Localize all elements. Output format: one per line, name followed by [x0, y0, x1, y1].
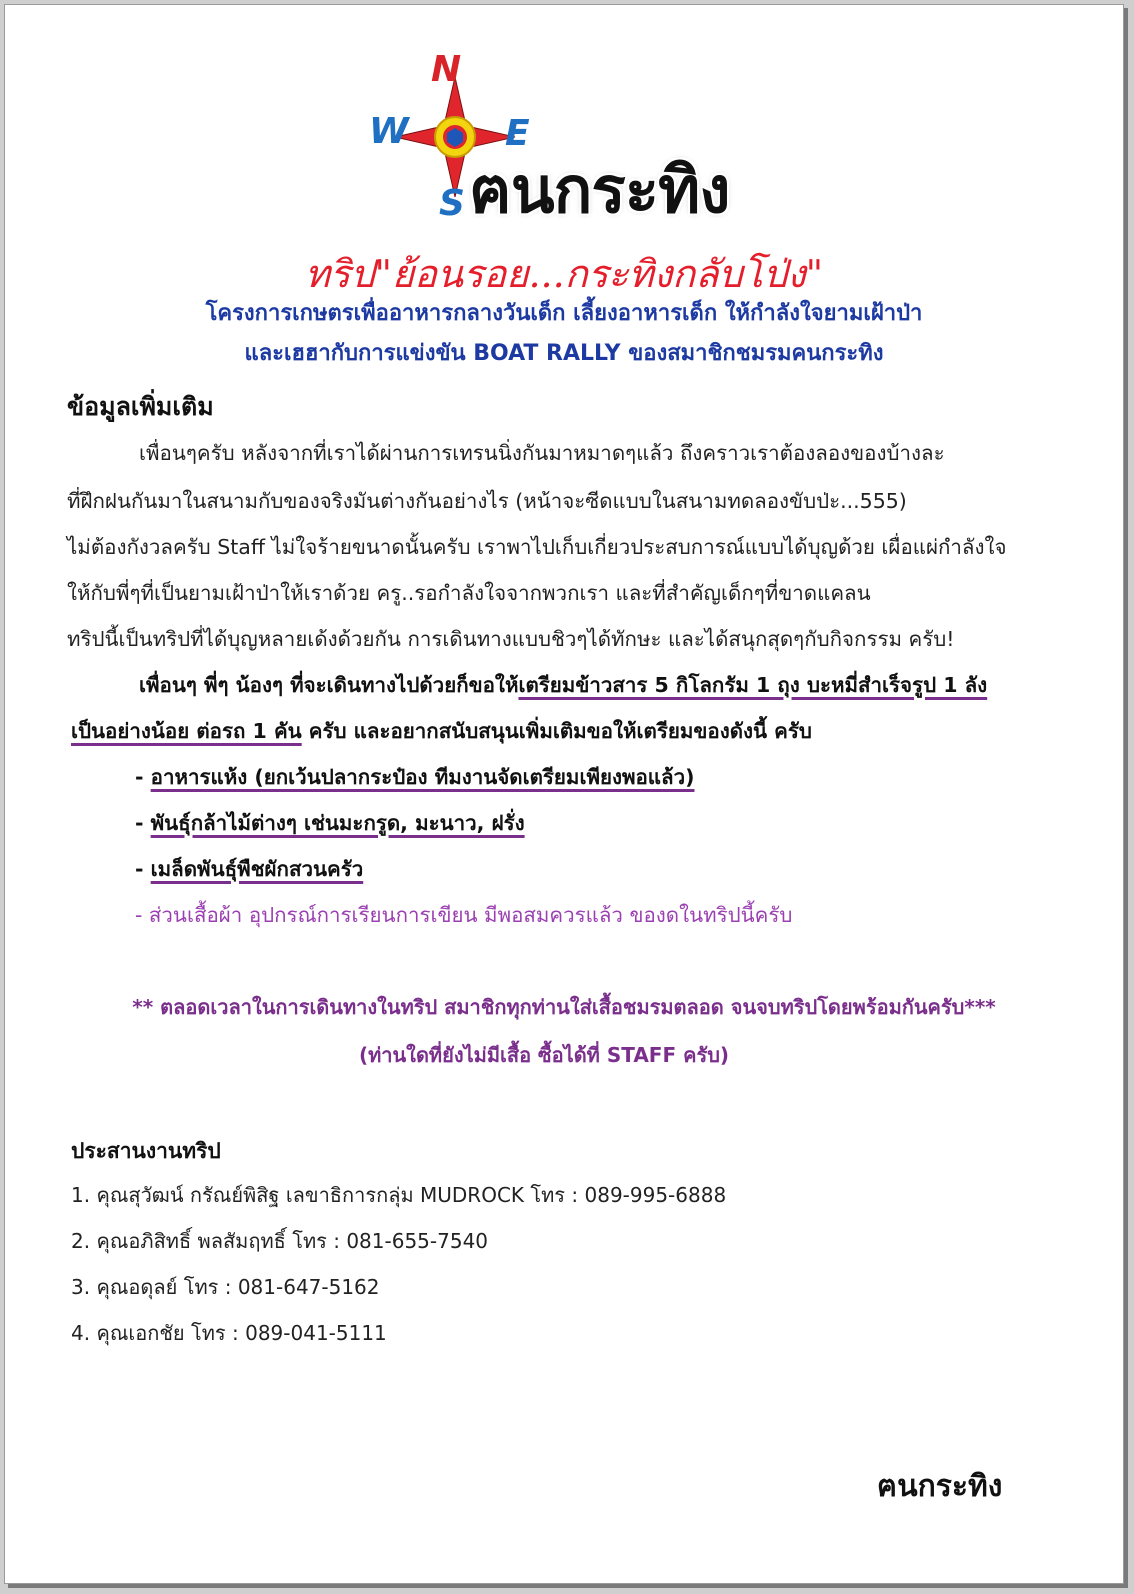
- info-heading: ข้อมูลเพิ่มเติม: [67, 392, 214, 421]
- list-item-text: เมล็ดพันธุ์พืชผักสวนครัว: [150, 857, 364, 881]
- excluded-note: - ส่วนเสื้อผ้า อุปกรณ์การเรียนการเขียน มีพอสมควรแล้ว ของดในทริปนี้ครับ: [135, 903, 793, 927]
- subtitle-line-2: และเฮฮากับการแข่งขัน BOAT RALLY ของสมาชิกชมรมคนกระทิง: [244, 341, 884, 366]
- compass-letter-w: W: [369, 111, 409, 152]
- request-line-2-suffix: ครับ และอยากสนับสนุนเพิ่มเติมขอให้เตรียมของดังนี้ ครับ: [301, 719, 812, 743]
- list-dash: -: [135, 811, 151, 835]
- club-logo: [365, 49, 785, 229]
- subtitle-line-1: โครงการเกษตรเพื่ออาหารกลางวันเด็ก เลี้ยงอาหารเด็ก ให้กำลังใจยามเฝ้าป่า: [205, 301, 923, 326]
- list-dash: -: [135, 857, 151, 881]
- list-item-text: พันธุ์กล้าไม้ต่างๆ เช่นมะกรูด, มะนาว, ฝรั่ง: [150, 811, 525, 835]
- paragraph-line-3: ไม่ต้องกังวลครับ Staff ไม่ใจร้ายขนาดนั้นครับ เราพาไปเก็บเกี่ยวประสบการณ์แบบได้บุญด้วย เผื่อแผ่กำลังใจ: [67, 535, 1007, 559]
- request-line-1-prefix: เพื่อนๆ พี่ๆ น้องๆ ที่จะเดินทางไปด้วยก็ขอให้: [139, 673, 519, 697]
- request-line-1: [139, 669, 987, 702]
- signature: ฅนกระทิง: [877, 1469, 1003, 1504]
- coordinator-item: 2. คุณอภิสิทธิ์ พลสัมฤทธิ์ โทร : 081-655-7540: [71, 1229, 489, 1253]
- trip-title: ทริป"ย้อนรอย...กระทิงกลับโป่ง": [304, 252, 824, 296]
- paragraph-line-5: ทริปนี้เป็นทริปที่ได้บุญหลายเด้งด้วยกัน การเดินทางแบบชิวๆได้ทักษะ และได้สนุกสุดๆกับกิจกรรม ครับ!: [67, 627, 955, 651]
- request-line-2-underlined: เป็นอย่างน้อย ต่อรถ 1 คัน: [71, 719, 302, 743]
- notice-line-2: (ท่านใดที่ยังไม่มีเสื้อ ซื้อได้ที่ STAFF ครับ): [358, 1043, 730, 1067]
- paragraph-line-1: เพื่อนๆครับ หลังจากที่เราได้ผ่านการเทรนนิ่งกันมาหมาดๆแล้ว ถึงคราวเราต้องลองของบ้างละ: [139, 441, 945, 465]
- coordinator-item: 4. คุณเอกชัย โทร : 089-041-5111: [71, 1321, 387, 1345]
- list-item: [135, 761, 694, 794]
- coordinators-heading: ประสานงานทริป: [71, 1139, 221, 1163]
- request-line-2: [71, 715, 812, 748]
- coordinator-item: 3. คุณอดุลย์ โทร : 081-647-5162: [71, 1275, 380, 1299]
- coordinator-item: 1. คุณสุวัฒน์ กรัณย์พิสิฐ เลขาธิการกลุ่ม MUDROCK โทร : 089-995-6888: [71, 1183, 727, 1207]
- document-page: [4, 4, 1124, 1584]
- list-dash: -: [135, 765, 151, 789]
- compass-letter-s: S: [439, 183, 465, 224]
- request-line-1-underlined: เตรียมข้าวสาร 5 กิโลกรัม 1 ถุง บะหมี่สำเร็จรูป 1 ลัง: [518, 673, 988, 697]
- list-item: [135, 853, 363, 886]
- list-item: [135, 807, 525, 840]
- paragraph-line-4: ให้กับพี่ๆที่เป็นยามเฝ้าป่าให้เราด้วย ครู..รอกำลังใจจากพวกเรา และที่สำคัญเด็กๆที่ขาดแคลน: [67, 581, 871, 605]
- compass-letter-n: N: [431, 49, 462, 90]
- brand-name: ฅนกระทิง: [469, 154, 730, 228]
- paragraph-line-2: ที่ฝึกฝนกันมาในสนามกับของจริงมันต่างกันอย่างไร (หน้าจะซีดแบบในสนามทดลองขับป่ะ...555): [67, 489, 907, 513]
- compass-letter-e: E: [505, 113, 530, 154]
- notice-line-1: ** ตลอดเวลาในการเดินทางในทริป สมาชิกทุกท่านใส่เสื้อชมรมตลอด จนจบทริปโดยพร้อมกันครับ***: [132, 995, 996, 1019]
- list-item-text: อาหารแห้ง (ยกเว้นปลากระป๋อง ทีมงานจัดเตรียมเพียงพอแล้ว): [150, 765, 695, 789]
